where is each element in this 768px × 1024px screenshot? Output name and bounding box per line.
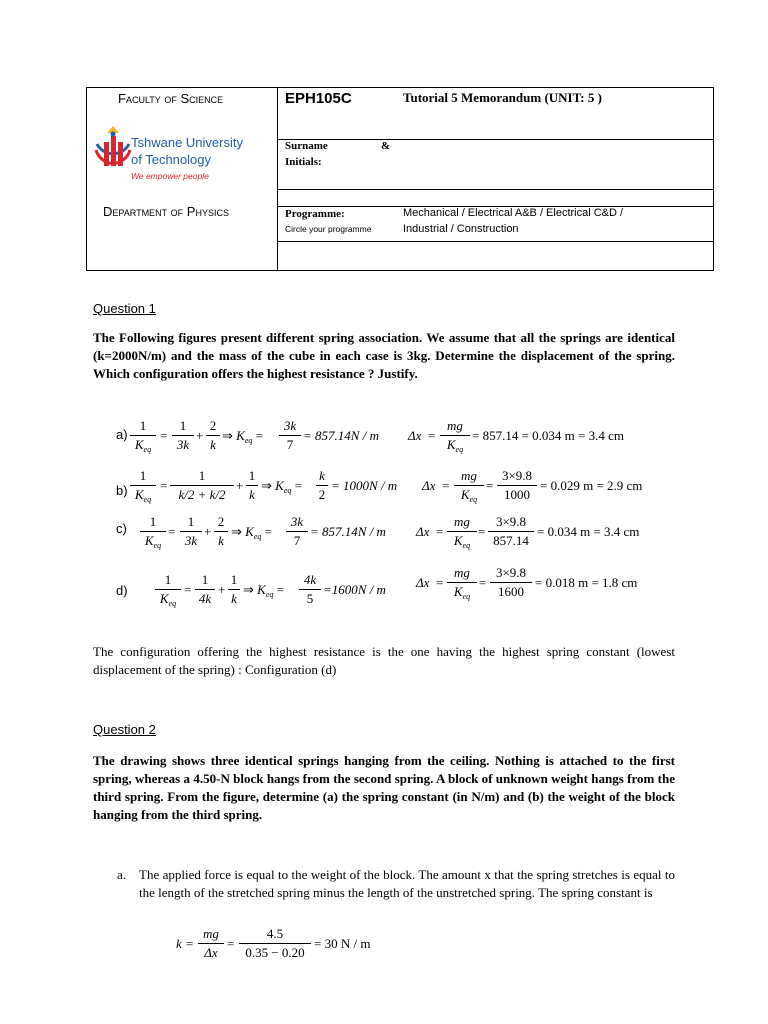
university-name-line2: of Technology xyxy=(131,152,211,167)
ampersand: & xyxy=(381,140,391,152)
programme-options-2: Industrial / Construction xyxy=(403,223,519,235)
question-2-heading: Question 2 xyxy=(93,722,156,737)
university-name-line1: Tshwane University xyxy=(131,135,243,150)
document-title: Tutorial 5 Memorandum (UNIT: 5 ) xyxy=(403,90,602,105)
surname-label: Surname xyxy=(285,140,328,152)
question-1-text: The Following figures present different spring association. We assume that all the springs are identical (k=2000N/m) and the mass of the cube in each case is 3kg. Determine the displacement of the spring. Which configuration offers the highest resistance ? Justify. xyxy=(93,330,675,381)
answer-a-label: a. xyxy=(117,867,127,882)
university-tagline: We empower people xyxy=(131,171,209,181)
faculty-label: Faculty of Science xyxy=(118,91,224,106)
logo-emblem-icon xyxy=(93,124,133,186)
initials-label: Initials: xyxy=(285,156,322,168)
question-1-heading: Question 1 xyxy=(93,301,156,316)
course-code: EPH105C xyxy=(285,90,352,107)
programme-hint: Circle your programme xyxy=(285,224,372,234)
label-c: c) xyxy=(116,521,127,536)
university-logo xyxy=(93,124,133,186)
question-1-conclusion: The configuration offering the highest resistance is the one having the highest spring constant (lowest displacement of the spring) : Configuration (d) xyxy=(93,644,675,677)
programme-label: Programme: xyxy=(285,208,345,220)
label-b: b) xyxy=(116,483,128,498)
label-d: d) xyxy=(116,583,128,598)
label-a: a) xyxy=(116,427,128,442)
programme-options-1: Mechanical / Electrical A&B / Electrical C&D / xyxy=(403,207,624,219)
department-label: Department of Physics xyxy=(103,204,229,219)
answer-a-text: The applied force is equal to the weight of the block. The amount x that the spring stretches is equal to the length of the stretched spring minus the length of the unstretched spring. The spring constant is xyxy=(139,867,675,900)
question-2-text: The drawing shows three identical springs hanging from the ceiling. Nothing is attached to the first spring, whereas a 4.50-N block hangs from the second spring. A block of unknown weight hangs from the third spring. From the figure, determine (a) the spring constant (in N/m) and (b) the weight of the block hanging from the third spring. xyxy=(93,753,675,822)
